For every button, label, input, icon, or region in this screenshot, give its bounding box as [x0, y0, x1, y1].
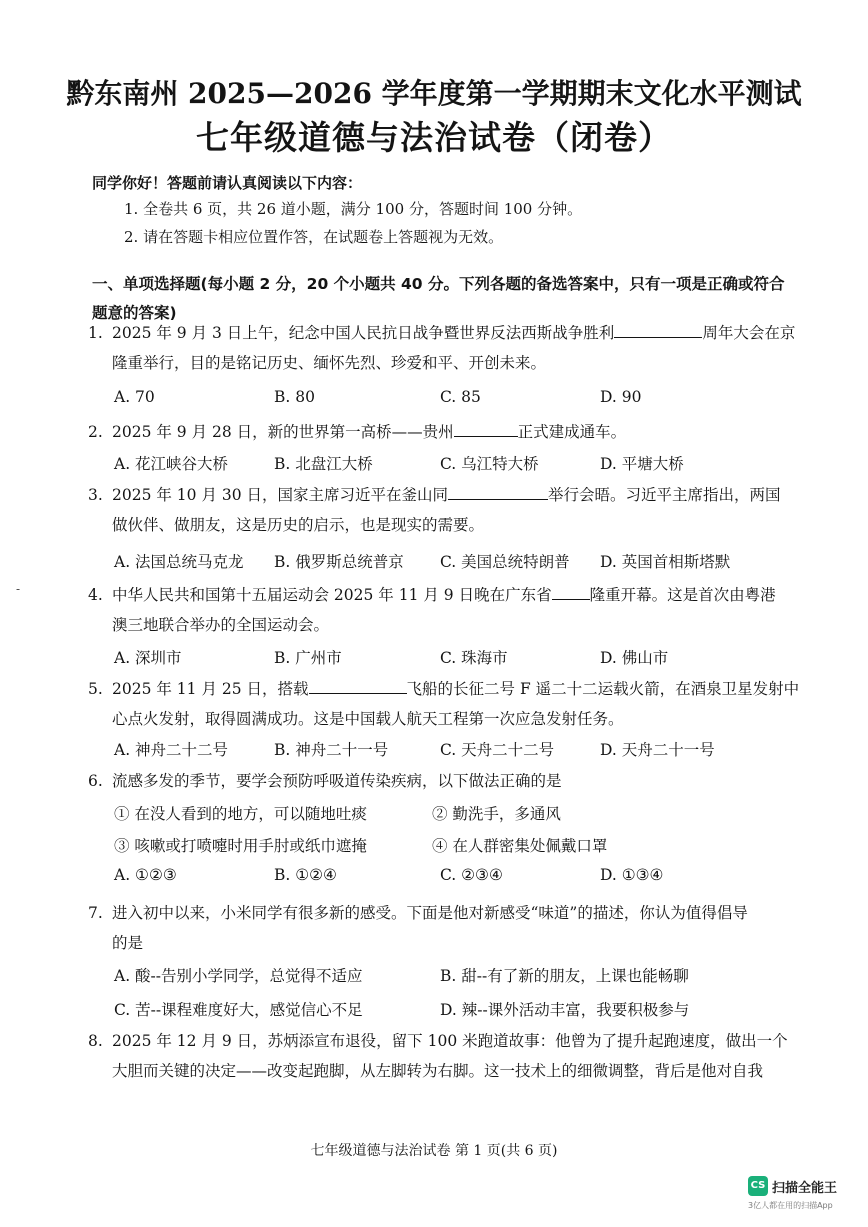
statement-item: ② 勤洗手，多通风 — [432, 805, 561, 823]
question-number: 1. — [88, 324, 103, 342]
question-number: 5. — [88, 680, 103, 698]
option-c: C. 乌江特大桥 — [440, 455, 539, 473]
option-d: D. 平塘大桥 — [600, 455, 684, 473]
section-heading-line2: 题意的答案) — [92, 304, 177, 322]
question-text: 进入初中以来，小米同学有很多新的感受。下面是他对新感受“味道”的描述，你认为值得倡导 — [112, 904, 748, 922]
option-d: D. 辣--课外活动丰富，我要积极参与 — [440, 1001, 690, 1019]
exam-title-line1: 黔东南州 2025—2026 学年度第一学期期末文化水平测试 — [66, 77, 802, 110]
question-text: 2025 年 9 月 28 日，新的世界第一高桥——贵州 — [112, 423, 454, 441]
option-c: C. 天舟二十二号 — [440, 741, 555, 759]
option-d: D. ①③④ — [600, 866, 664, 884]
option-c: C. 珠海市 — [440, 649, 508, 667]
question-text: 2025 年 10 月 30 日，国家主席习近平在釜山同 — [112, 486, 449, 504]
option-b: B. 80 — [274, 388, 315, 406]
question-text: 2025 年 12 月 9 日，苏炳添宣布退役，留下 100 米跑道故事：他曾为了提升起跑速度，做出一个 — [112, 1032, 788, 1050]
option-d: D. 佛山市 — [600, 649, 669, 667]
option-a: A. 神舟二十二号 — [114, 741, 229, 759]
statement-item: ④ 在人群密集处佩戴口罩 — [432, 837, 608, 855]
statement-item: ③ 咳嗽或打喷嚏时用手肘或纸巾遮掩 — [114, 837, 367, 855]
scanner-watermark — [748, 1176, 858, 1222]
question-5 — [88, 674, 823, 734]
option-d: D. 天舟二十一号 — [600, 741, 715, 759]
page-footer: 七年级道德与法治试卷 第 1 页(共 6 页) — [310, 1143, 558, 1159]
question-text: 飞船的长征二号 F 遥二十二运载火箭，在酒泉卫星发射中 — [406, 680, 800, 698]
exam-title-line2: 七年级道德与法治试卷（闭卷） — [196, 118, 672, 157]
answer-blank — [614, 321, 702, 338]
margin-mark: - — [16, 582, 21, 596]
answer-blank — [309, 677, 407, 694]
question-number: 4. — [88, 586, 103, 604]
option-d: D. 90 — [600, 388, 642, 406]
question-text: 举行会晤。习近平主席指出，两国 — [548, 486, 781, 504]
question-text-cont: 心点火发射，取得圆满成功。这是中国载人航天工程第一次应急发射任务。 — [112, 710, 624, 728]
notice-item: 1. 全卷共 6 页，共 26 道小题，满分 100 分，答题时间 100 分钟。 — [124, 200, 583, 218]
option-b: B. 广州市 — [274, 649, 342, 667]
section-heading-line1: 一、单项选择题(每小题 2 分，20 个小题共 40 分。下列各题的备选答案中，只有一项是正确或符合 — [92, 275, 785, 293]
question-7 — [88, 898, 823, 958]
option-b: B. 北盘江大桥 — [274, 455, 373, 473]
answer-blank — [552, 583, 590, 600]
question-3 — [88, 480, 823, 540]
notice-heading: 同学你好！答题前请认真阅读以下内容： — [92, 174, 363, 192]
option-b: B. 甜--有了新的朋友，上课也能畅聊 — [440, 967, 689, 985]
question-2 — [88, 417, 823, 447]
question-text: 2025 年 9 月 3 日上午，纪念中国人民抗日战争暨世界反法西斯战争胜利 — [112, 324, 615, 342]
question-text: 2025 年 11 月 25 日，搭载 — [112, 680, 309, 698]
watermark-slogan: 3亿人都在用的扫描App — [748, 1201, 833, 1210]
question-6 — [88, 766, 823, 796]
question-text-cont: 大胆而关键的决定——改变起跑脚，从左脚转为右脚。这一技术上的细微调整，背后是他对自我 — [112, 1062, 764, 1080]
camscanner-logo-icon: CS — [748, 1176, 768, 1196]
question-number: 8. — [88, 1032, 103, 1050]
question-number: 2. — [88, 423, 103, 441]
option-a: A. ①②③ — [114, 866, 177, 884]
option-a: A. 花江峡谷大桥 — [114, 455, 229, 473]
question-text: 正式建成通车。 — [517, 423, 627, 441]
question-number: 7. — [88, 904, 103, 922]
question-text: 流感多发的季节，要学会预防呼吸道传染疾病，以下做法正确的是 — [112, 772, 562, 790]
watermark-app-name: 扫描全能王 — [772, 1181, 838, 1196]
question-4 — [88, 580, 823, 640]
question-8 — [88, 1026, 823, 1086]
answer-blank — [454, 420, 518, 437]
question-text: 周年大会在京 — [702, 324, 796, 342]
question-text-cont: 澳三地联合举办的全国运动会。 — [112, 616, 330, 634]
option-a: A. 法国总统马克龙 — [114, 553, 244, 571]
question-number: 6. — [88, 772, 103, 790]
question-text: 中华人民共和国第十五届运动会 2025 年 11 月 9 日晚在广东省 — [112, 586, 552, 604]
question-text-cont: 的是 — [112, 934, 144, 952]
option-c: C. ②③④ — [440, 866, 503, 884]
question-text-cont: 隆重举行，目的是铭记历史、缅怀先烈、珍爱和平、开创未来。 — [112, 354, 547, 372]
question-1 — [88, 318, 823, 378]
option-d: D. 英国首相斯塔默 — [600, 553, 731, 571]
option-a: A. 深圳市 — [114, 649, 182, 667]
option-b: B. 俄罗斯总统普京 — [274, 553, 404, 571]
question-number: 3. — [88, 486, 103, 504]
option-c: C. 苦--课程难度好大，感觉信心不足 — [114, 1001, 363, 1019]
option-b: B. 神舟二十一号 — [274, 741, 389, 759]
option-b: B. ①②④ — [274, 866, 337, 884]
notice-item: 2. 请在答题卡相应位置作答，在试题卷上答题视为无效。 — [124, 228, 504, 246]
question-text-cont: 做伙伴、做朋友，这是历史的启示，也是现实的需要。 — [112, 516, 485, 534]
question-text: 隆重开幕。这是首次由粤港 — [589, 586, 776, 604]
option-a: A. 酸--告别小学同学，总觉得不适应 — [114, 967, 363, 985]
option-a: A. 70 — [114, 388, 155, 406]
option-c: C. 85 — [440, 388, 481, 406]
statement-item: ① 在没人看到的地方，可以随地吐痰 — [114, 805, 367, 823]
option-c: C. 美国总统特朗普 — [440, 553, 570, 571]
answer-blank — [448, 483, 548, 500]
